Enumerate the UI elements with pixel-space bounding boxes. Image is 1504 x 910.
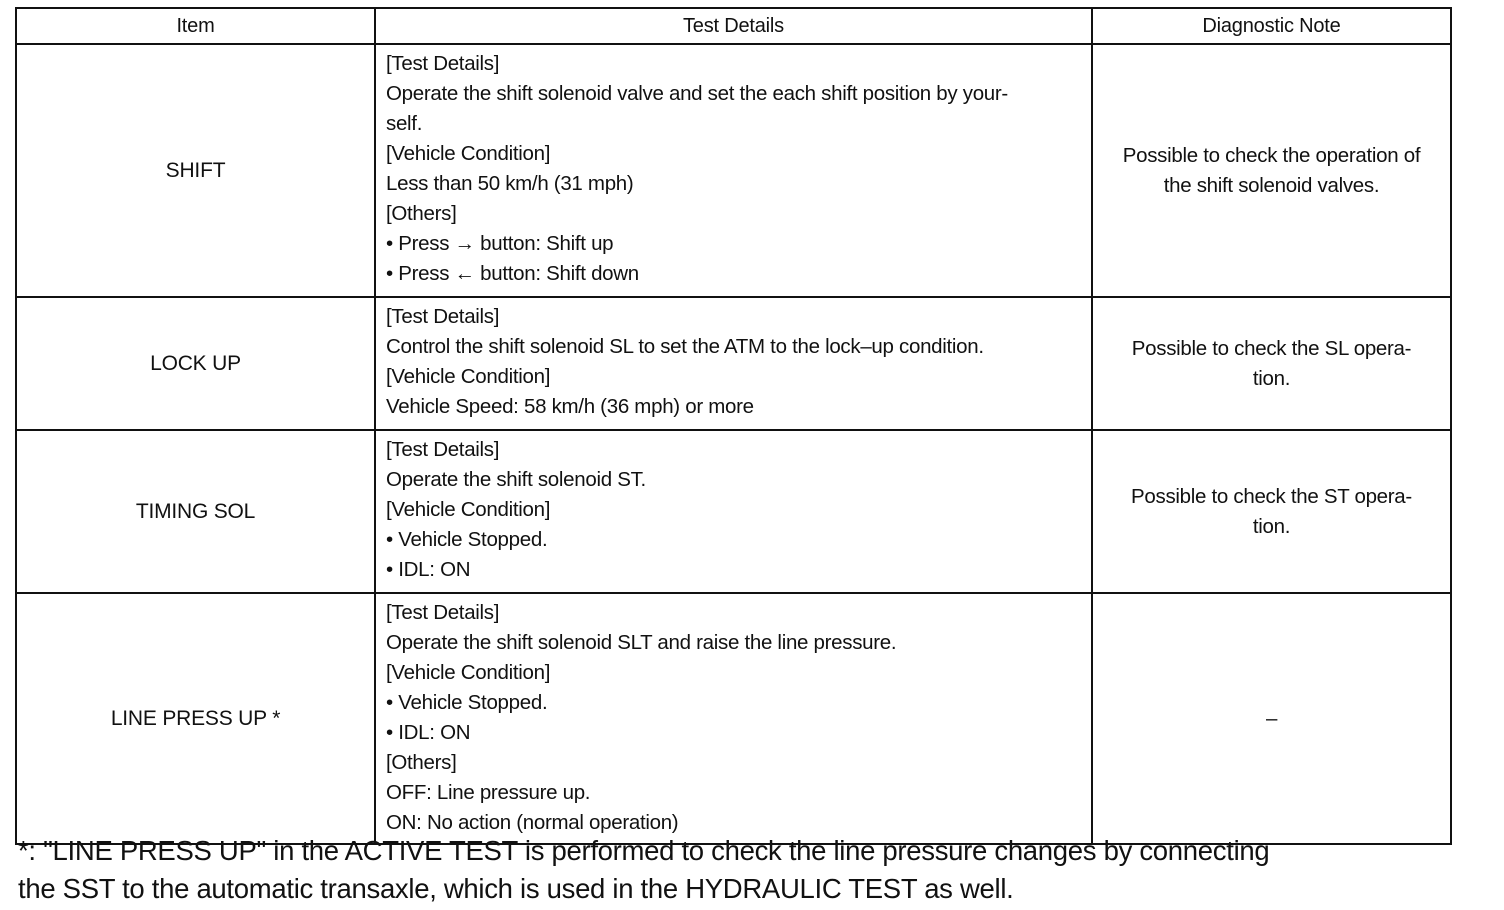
table-row-shift xyxy=(16,44,1451,297)
header-diagnostic-note: Diagnostic Note xyxy=(1092,8,1451,44)
test-line: Control the shift solenoid SL to set the ATM to the lock–up condition. xyxy=(386,335,984,358)
item-cell: SHIFT xyxy=(16,44,375,297)
test-details-cell xyxy=(375,430,1092,593)
test-line: Operate the shift solenoid ST. xyxy=(386,468,646,491)
test-line: [Vehicle Condition] xyxy=(386,661,551,684)
test-line: [Test Details] xyxy=(386,601,500,624)
header-item: Item xyxy=(16,8,375,44)
table-row-lock-up xyxy=(16,297,1451,430)
test-details-cell xyxy=(375,593,1092,844)
active-test-table xyxy=(15,7,1452,845)
diagnostic-note-cell xyxy=(1092,593,1451,844)
diagnostic-note-cell xyxy=(1092,44,1451,297)
test-line: • Vehicle Stopped. xyxy=(386,691,548,714)
note-line: Possible to check the operation of xyxy=(1122,143,1421,167)
test-line: [Test Details] xyxy=(386,52,500,75)
test-details-cell xyxy=(375,44,1092,297)
footnote xyxy=(18,832,1488,908)
test-line: [Vehicle Condition] xyxy=(386,365,551,388)
test-line: • Vehicle Stopped. xyxy=(386,528,548,551)
item-cell: TIMING SOL xyxy=(16,430,375,593)
test-line: [Vehicle Condition] xyxy=(386,498,551,521)
diagnostic-note-cell xyxy=(1092,430,1451,593)
test-line: Operate the shift solenoid valve and set the each shift position by your- xyxy=(386,82,1008,105)
note-line: tion. xyxy=(1252,514,1291,538)
diagnostic-note-cell xyxy=(1092,297,1451,430)
note-line: Possible to check the SL opera- xyxy=(1131,336,1412,360)
test-line: • IDL: ON xyxy=(386,558,471,581)
note-line: – xyxy=(1265,706,1278,730)
table-row-line-press-up xyxy=(16,593,1451,844)
test-line: Operate the shift solenoid SLT and raise the line pressure. xyxy=(386,631,897,654)
note-line: Possible to check the ST opera- xyxy=(1131,484,1412,508)
test-line: Less than 50 km/h (31 mph) xyxy=(386,172,634,195)
test-line: [Test Details] xyxy=(386,438,500,461)
header-test-details: Test Details xyxy=(375,8,1092,44)
test-line: [Others] xyxy=(386,202,457,225)
test-details-cell xyxy=(375,297,1092,430)
test-line: OFF: Line pressure up. xyxy=(386,781,591,804)
test-line: [Others] xyxy=(386,751,457,774)
test-line: Vehicle Speed: 58 km/h (36 mph) or more xyxy=(386,395,754,418)
footnote-line: *: "LINE PRESS UP" in the ACTIVE TEST is performed to check the line pressure changes by connecting xyxy=(18,835,1270,866)
item-cell: LOCK UP xyxy=(16,297,375,430)
test-line: • IDL: ON xyxy=(386,721,471,744)
test-line: • Press → button: Shift up xyxy=(386,232,614,255)
test-line: [Vehicle Condition] xyxy=(386,142,551,165)
test-line: [Test Details] xyxy=(386,305,500,328)
item-cell: LINE PRESS UP * xyxy=(16,593,375,844)
test-line: ON: No action (normal operation) xyxy=(386,811,679,834)
note-line: tion. xyxy=(1252,366,1291,390)
table-row-timing-sol xyxy=(16,430,1451,593)
table-header-row xyxy=(16,8,1451,44)
test-line: self. xyxy=(386,112,423,135)
test-line: • Press ← button: Shift down xyxy=(386,262,639,285)
footnote-line: the SST to the automatic transaxle, which is used in the HYDRAULIC TEST as well. xyxy=(18,873,1014,904)
note-line: the shift solenoid valves. xyxy=(1163,173,1380,197)
